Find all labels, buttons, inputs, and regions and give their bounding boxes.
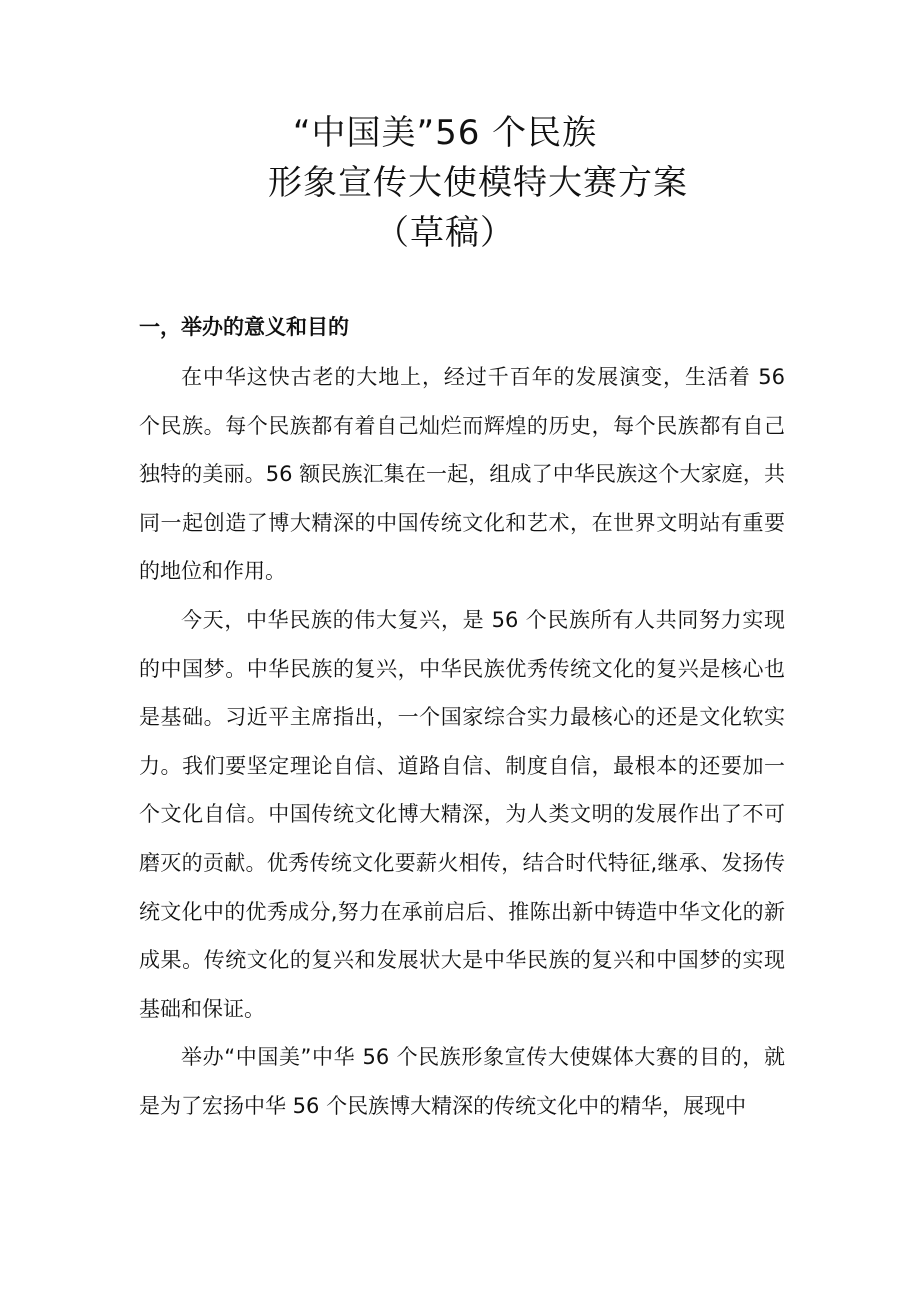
document-body	[139, 310, 785, 1131]
paragraph-2: 今天，中华民族的伟大复兴，是 56 个民族所有人共同努力实现的中国梦。中华民族的复兴，中华民族优秀传统文化的复兴是核心也是基础。习近平主席指出，一个国家综合实力最核心的还是文化软实力。我们要坚定理论自信、道路自信、制度自信，最根本的还要加一个文化自信。中国传统文化博大精深，为人类文明的发展作出了不可磨灭的贡献。优秀传统文化要薪火相传，结合时代特征,继承、发扬传统文化中的优秀成分,努力在承前启后、推陈出新中铸造中华文化的新成果。传统文化的复兴和发展状大是中华民族的复兴和中国梦的实现基础和保证。	[139, 607, 785, 1021]
section-heading: 一，举办的意义和目的	[139, 315, 349, 339]
title-line-3: （草稿）	[375, 213, 515, 253]
document-title	[0, 108, 920, 258]
title-line-2: 形象宣传大使模特大赛方案	[268, 163, 688, 203]
title-line-1: “中国美”56 个民族	[292, 113, 598, 153]
paragraph-1: 在中华这快古老的大地上，经过千百年的发展演变，生活着 56 个民族。每个民族都有着自己灿烂而辉煌的历史，每个民族都有自己独特的美丽。56 额民族汇集在一起，组成了中华民族这个大家庭，共同一起创造了博大精深的中国传统文化和艺术，在世界文明站有重要的地位和作用。	[139, 365, 785, 584]
paragraph-3: 举办“中国美”中华 56 个民族形象宣传大使媒体大赛的目的，就是为了宏扬中华 56 个民族博大精深的传统文化中的精华，展现中	[139, 1045, 785, 1118]
